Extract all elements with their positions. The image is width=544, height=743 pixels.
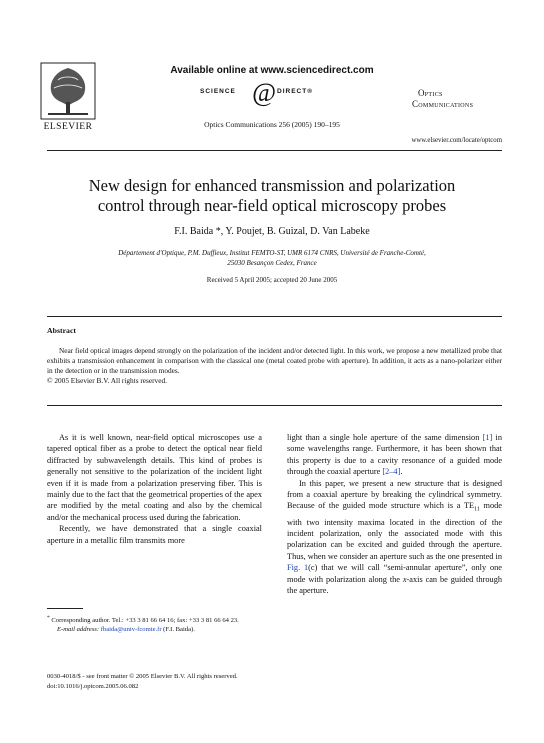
text-run: light than a single hole aperture of the same dimension (287, 433, 483, 442)
abstract-body: Near field optical images depend strongly on the polarization of the incident and/or detected light. In this work, we propose a new metallized probe that exhibits a transmission enhancement in comparison with the classical one (metal coated probe with aperture). In addition, it acts as a nano-polarizer either in the detection or in the transmission modes. (47, 346, 502, 375)
footnote (47, 608, 262, 634)
footnote-star: * (47, 615, 50, 621)
title-line-2: control through near-field optical microscopy probes (97, 196, 447, 215)
body-column-right (287, 432, 502, 596)
footnote-email-line (47, 625, 262, 634)
body-column-left (47, 432, 262, 546)
abstract-top-rule (47, 316, 502, 317)
sd-logo-at: @ (252, 78, 276, 107)
sd-logo-right: DIRECT® (277, 88, 313, 95)
affiliation-line-1: Département d'Optique, P.M. Duffieux, Institut FEMTO-ST, UMR 6174 CNRS, Université de Franche-Comté, (118, 249, 426, 257)
title-line-1: New design for enhanced transmission and polarization (88, 176, 456, 195)
received-dates: Received 5 April 2005; accepted 20 June 2005 (206, 276, 338, 284)
issn-line: 0030-4018/$ - see front matter © 2005 Elsevier B.V. All rights reserved. (47, 673, 238, 680)
journal-reference: Optics Communications 256 (2005) 190–195 (204, 120, 340, 129)
paragraph: As it is well known, near-field optical microscopes use a tapered optical fiber as a probe to detect the optical near field diffracted by subwavelength details. This kind of probes is generally not sensitive to the polarization of the incident light even if it is made from a polarization preserving fiber. This is mainly due to the fact that the geometrical properties of the apex are modified by the metal coating and also by the chemical and/or the mechanical process used during the fabrication. (47, 433, 262, 522)
journal-logo (412, 88, 502, 110)
journal-logo-line2: Communications (412, 99, 474, 109)
abstract-copyright: © 2005 Elsevier B.V. All rights reserved. (47, 376, 167, 385)
email-suffix: (F.I. Baida). (161, 626, 195, 634)
footnote-contact: Corresponding author. Tel.: +33 3 81 66 64 16; fax: +33 3 81 66 64 23. (49, 617, 239, 625)
axis-symbol: x (402, 574, 407, 584)
citation-link[interactable]: [2–4] (382, 467, 401, 477)
text-run: (c) that we will call “semi-annular aperture”, only one mode with polarization along the (287, 563, 502, 584)
paragraph (287, 478, 502, 597)
header-rule (47, 150, 502, 151)
abstract-heading: Abstract (47, 326, 77, 335)
abstract-text (47, 346, 502, 386)
journal-logo-line1: Optics (418, 88, 443, 98)
text-run: -axis can be guided through the aperture. (287, 574, 502, 595)
sd-logo-left: SCIENCE (200, 88, 236, 95)
sciencedirect-logo (200, 80, 340, 106)
publisher-name: ELSEVIER (43, 122, 93, 132)
journal-url[interactable]: www.elsevier.com/locate/optcom (411, 137, 502, 144)
text-run: . (400, 467, 403, 477)
paragraph (287, 432, 502, 478)
text-run: mode with two intensity maxima located in the direction of the incident polarization, only the associated mode with this polarization can be excited and guided through the aperture. Thus, when we consider an aperture such as the one presented in (287, 501, 502, 561)
author-list: F.I. Baida *, Y. Poujet, B. Guizal, D. Van Labeke (174, 226, 370, 237)
figure-link[interactable]: Fig. 1 (287, 563, 309, 573)
paragraph: Recently, we have demonstrated that a single coaxial aperture in a metallic film transmits more (47, 524, 262, 545)
email-link[interactable]: fbaida@univ-fcomte.fr (100, 626, 162, 634)
footnote-rule (47, 608, 83, 609)
subscript: 11 (474, 507, 480, 514)
email-label: E-mail address: (57, 626, 100, 634)
text-run: in some wavelengths range. Furthermore, it has been shown that this property is due to a cavity resonance of a guided mode through the coaxial aperture (287, 433, 502, 477)
affiliation-line-2: 25030 Besançon Cedex, France (227, 259, 317, 267)
citation-link[interactable]: [1] (482, 433, 493, 442)
abstract-bottom-rule (47, 405, 502, 406)
footnote-author (47, 614, 262, 625)
doi-line: doi:10.1016/j.optcom.2005.06.082 (47, 682, 139, 690)
available-online-text: Available online at www.sciencedirect.com (170, 65, 374, 76)
text-run: In this paper, we present a new structure that is designed from a coaxial aperture by breaking the cylindrical symmetry. Because of the guided mode structure which is a TE (287, 478, 502, 511)
article-title (50, 176, 494, 216)
publication-info (47, 672, 238, 691)
affiliation (60, 248, 484, 268)
